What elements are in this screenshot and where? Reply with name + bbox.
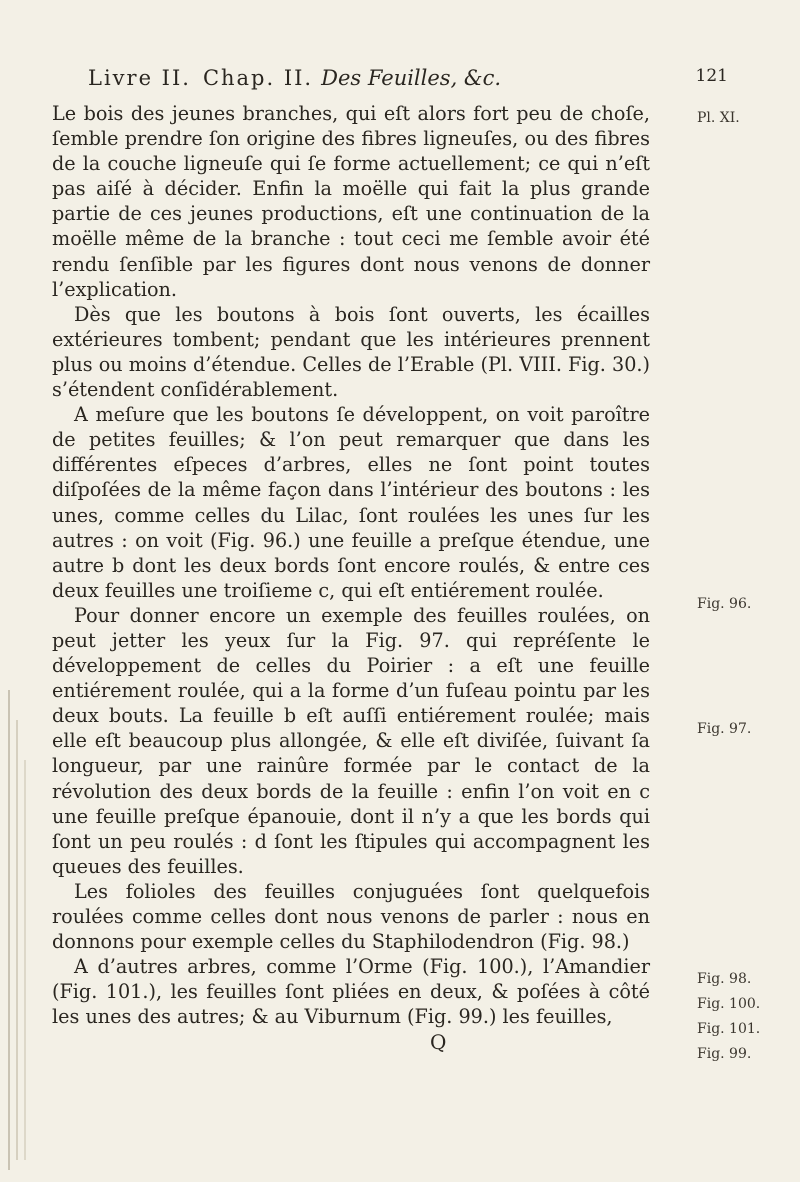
margin-note: Fig. 98.	[697, 971, 752, 987]
catchword: Q	[430, 1030, 447, 1054]
margin-note: Fig. 100.	[697, 996, 761, 1012]
margin-note: Fig. 99.	[697, 1046, 752, 1062]
header-chapter: Chap. II.	[202, 66, 314, 90]
paragraph: Le bois des jeunes branches, qui eſt alors fort peu de choſe, ſemble prendre ſon origine des fibres ligneuſes, ou des fibres de la couche ligneuſe qui ſe forme actuellement; ce qui n’eſt pas aiſé à décider. Enfin la moëlle qui fait la plus grande partie de ces jeunes productions, eſt une continuation de la moëlle même de la branche : tout ceci me ſemble avoir été rendu ſenſible par les figures dont nous venons de donner l’explication.	[52, 102, 650, 301]
binding-shadow	[16, 720, 18, 1160]
paragraph: A meſure que les boutons ſe développent, on voit paroître de petites feuilles; & l’on peut remarquer que dans les différentes eſpeces d’arbres, elles ne ſont point toutes diſpoſées de la même façon dans l’intérieur des boutons : les unes, comme celles du Lilac, ſont roulées les unes ſur les autres : on voit (Fig. 96.) une feuille a preſque étendue, une autre b dont les deux bords ſont encore roulés, & entre ces deux feuilles une troiſieme c, qui eſt entiérement roulée.	[52, 403, 650, 602]
header-book: Livre II.	[88, 66, 191, 90]
paragraph: A d’autres arbres, comme l’Orme (Fig. 100.), l’Amandier (Fig. 101.), les feuilles ſont pliées en deux, & poſées à côté les unes des autres; & au Viburnum (Fig. 99.) les feuilles,	[52, 955, 650, 1029]
margin-note: Fig. 101.	[697, 1021, 761, 1037]
binding-shadow	[8, 690, 10, 1170]
running-header	[88, 66, 728, 90]
paragraph: Dès que les boutons à bois ſont ouverts, les écailles extérieures tombent; pendant que les intérieures prennent plus ou moins d’étendue. Celles de l’Erable (Pl. VIII. Fig. 30.) s’étendent conſidérablement.	[52, 302, 650, 402]
margin-note: Fig. 97.	[697, 721, 752, 737]
margin-note: Fig. 96.	[697, 596, 752, 612]
body-text	[52, 101, 650, 1029]
paragraph: Pour donner encore un exemple des feuilles roulées, on peut jetter les yeux ſur la Fig. 97. qui repréſente le développement de celles du Poirier : a eſt une feuille entiérement roulée, qui a la forme d’un fuſeau pointu par les deux bouts. La feuille b eſt auſſi entiérement roulée; mais elle eſt beaucoup plus allongée, & elle eſt diviſée, ſuivant ſa longueur, par une rainûre formée par le contact de la révolution des deux bords de la feuille : enfin l’on voit en c une feuille preſque épanouie, dont il n’y a que les bords qui ſont un peu roulés : d ſont les ſtipules qui accompagnent les queues des feuilles.	[52, 603, 650, 878]
margin-note: Pl. XI.	[697, 110, 740, 126]
page-number: 121	[695, 66, 728, 86]
binding-shadow	[24, 760, 26, 1160]
header-title: Des Feuilles, &c.	[321, 66, 502, 90]
paragraph: Les folioles des feuilles conjuguées ſont quelquefois roulées comme celles dont nous venons de parler : nous en donnons pour exemple celles du Staphilodendron (Fig. 98.)	[52, 879, 650, 954]
